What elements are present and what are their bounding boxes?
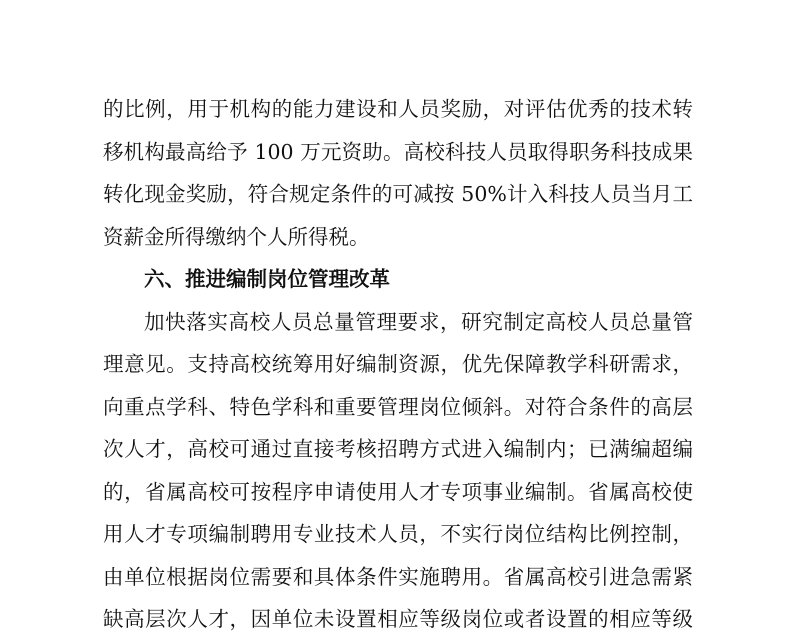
paragraph-line: 向重点学科、特色学科和重要管理岗位倾斜。对符合条件的高层 <box>103 394 693 419</box>
paragraph-line: 次人才，高校可通过直接考核招聘方式进入编制内；已满编超编 <box>103 437 693 461</box>
paragraph-line: 用人才专项编制聘用专业技术人员，不实行岗位结构比例控制， <box>103 522 693 546</box>
paragraph-line: 移机构最高给予 100 万元资助。高校科技人员取得职务科技成果 <box>103 139 693 164</box>
paragraph-line: 的比例，用于机构的能力建设和人员奖励，对评估优秀的技术转 <box>103 97 693 121</box>
paragraph-line: 转化现金奖励，符合规定条件的可减按 50%计入科技人员当月工 <box>103 182 693 206</box>
paragraph-line: 理意见。支持高校统筹用好编制资源，优先保障教学科研需求， <box>103 352 693 376</box>
paragraph-line: 资薪金所得缴纳个人所得税。 <box>103 224 370 249</box>
paragraph-line: 缺高层次人才，因单位未设置相应等级岗位或者设置的相应等级 <box>103 607 693 631</box>
paragraph-line: 的，省属高校可按程序申请使用人才专项事业编制。省属高校使 <box>103 479 693 504</box>
paragraph-line: 由单位根据岗位需要和具体条件实施聘用。省属高校引进急需紧 <box>103 564 693 589</box>
section-heading: 六、推进编制岗位管理改革 <box>144 267 390 291</box>
paragraph-line: 加快落实高校人员总量管理要求，研究制定高校人员总量管 <box>144 309 693 334</box>
document-body <box>103 88 693 641</box>
